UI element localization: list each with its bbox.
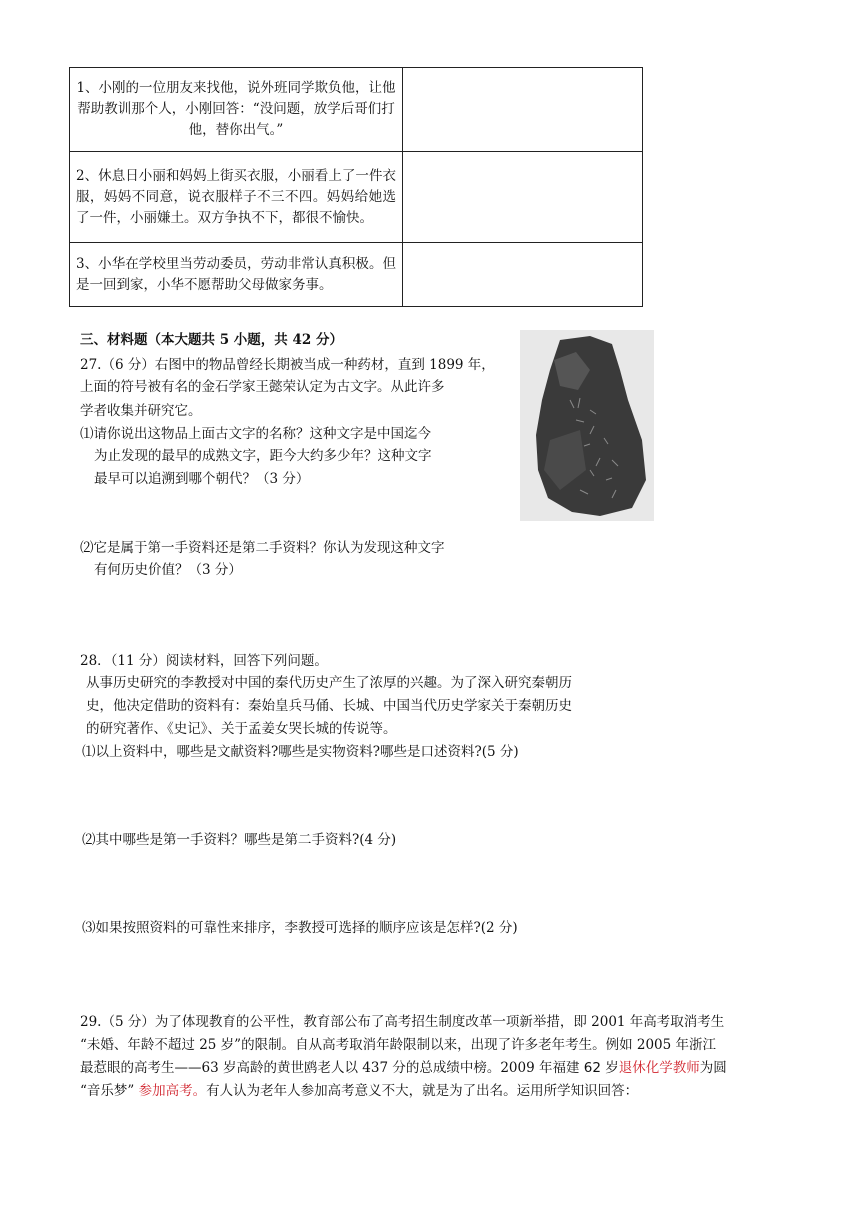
q27-sub1-line: 最早可以追溯到哪个朝代？（3 分）: [94, 471, 310, 487]
q27-sub2-line: ⑵它是属于第一手资料还是第二手资料？你认为发现这种文字: [80, 540, 445, 556]
q28-material-line: 的研究著作、《史记》、关于孟姜女哭长城的传说等。: [86, 721, 397, 737]
q27-intro-line: 27.（6 分）右图中的物品曾经长期被当成一种药材，直到 1899 年，: [80, 357, 495, 373]
scenario-text: 3、小华在学校里当劳动委员，劳动非常认真积极。但是一回到家，小华不愿帮助父母做家务事。: [70, 243, 403, 307]
q28-sub3: ⑶如果按照资料的可靠性来排序，李教授可选择的顺序应该是怎样?(2 分): [82, 920, 518, 936]
q28-intro: 28．（11 分）阅读材料，回答下列问题。: [80, 653, 328, 669]
q28-sub1: ⑴以上资料中，哪些是文献资料?哪些是实物资料?哪些是口述资料?(5 分): [82, 744, 519, 760]
section-title: 三、材料题（本大题共 5 小题，共 42 分）: [80, 332, 343, 348]
q27-intro-line: 学者收集并研究它。: [80, 403, 202, 419]
scenario-text: 2、休息日小丽和妈妈上街买衣服，小丽看上了一件衣服，妈妈不同意，说衣服样子不三不四。妈妈给她选了一件，小丽嫌土。双方争执不下，都很不愉快。: [70, 152, 403, 243]
q28-material-line: 从事历史研究的李教授对中国的秦代历史产生了浓厚的兴趣。为了深入研究秦朝历: [86, 675, 572, 691]
q28-material-line: 史，他决定借助的资料有：秦始皇兵马俑、长城、中国当代历史学家关于秦朝历史: [86, 698, 572, 714]
scenario-table: [69, 67, 643, 307]
table-row: [70, 68, 643, 152]
answer-cell: [403, 152, 643, 243]
q29-line4-end: 有人认为老年人参加高考意义不大，就是为了出名。运用所学知识回答：: [206, 1083, 639, 1099]
q29-line3-text: 最惹眼的高考生——63 岁高龄的黄世鸥老人以 437 分的总成绩中榜。2009 年福建: [80, 1060, 580, 1076]
q27-sub1-line: ⑴请你说出这物品上面古文字的名称？这种文字是中国迄今: [80, 426, 431, 442]
q29-line: “未婚、年龄不超过 25 岁”的限制。自从高考取消年龄限制以来，出现了许多老年考生。例如 2005 年浙江: [80, 1037, 717, 1053]
q29-line: [80, 1058, 727, 1078]
q29-highlight: 退休化学教师: [618, 1060, 700, 1076]
answer-cell: [403, 243, 643, 307]
q29-line: 29.（5 分）为了体现教育的公平性，教育部公布了高考招生制度改革一项新举措，即 2001 年高考取消考生: [80, 1014, 725, 1030]
q29-line4-start: “音乐梦”: [80, 1083, 135, 1099]
q28-sub2: ⑵其中哪些是第一手资料？哪些是第二手资料?(4 分): [82, 832, 397, 848]
answer-cell: [403, 68, 643, 152]
q27-sub1-line: 为止发现的最早的成熟文字，距今大约多少年？这种文字: [94, 448, 432, 464]
q29-highlight: 参加高考。: [138, 1083, 207, 1099]
q27-sub2-line: 有何历史价值？（3 分）: [94, 562, 242, 578]
q29-line3-end: 为圆: [699, 1060, 727, 1076]
q29-age: 62 岁: [583, 1060, 619, 1076]
table-row: [70, 152, 643, 243]
q27-intro-line: 上面的符号被有名的金石学家王懿荣认定为古文字。从此许多: [80, 379, 445, 395]
q29-line: [80, 1081, 638, 1101]
table-row: [70, 243, 643, 307]
scenario-text: 1、小刚的一位朋友来找他，说外班同学欺负他，让他帮助教训那个人，小刚回答：“没问题，放学后哥们打他，替你出气。”: [70, 68, 403, 152]
oracle-bone-icon: [520, 330, 654, 521]
oracle-bone-image: [520, 330, 654, 521]
